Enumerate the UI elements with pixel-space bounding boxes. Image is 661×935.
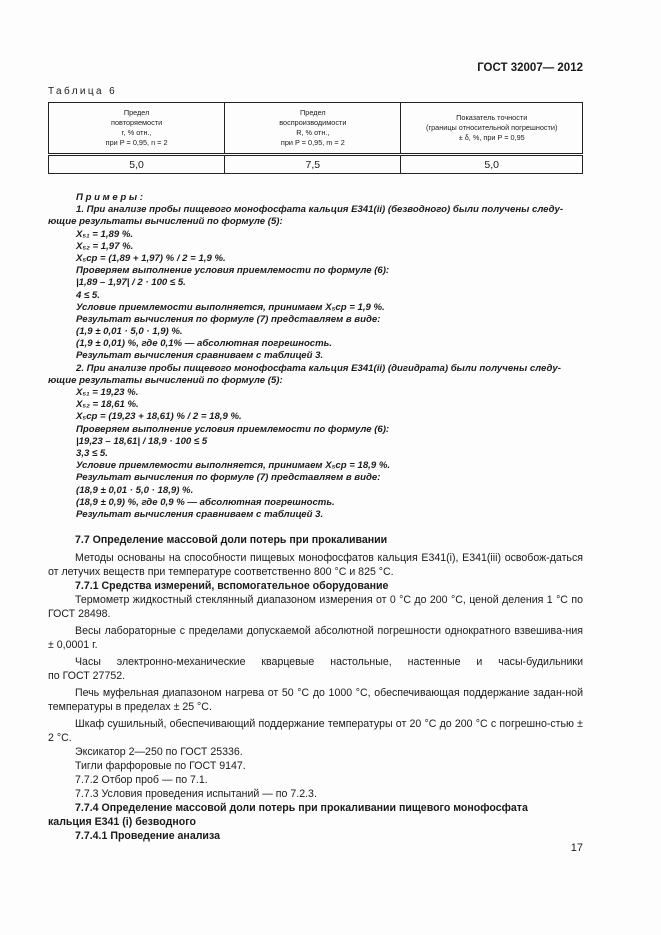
table-cell: 5,0 bbox=[401, 155, 583, 174]
example-text: Результат вычисления сравниваем с таблицей 3. bbox=[76, 350, 324, 362]
example-text: 2. При анализе пробы пищевого монофосфата кальция Е341(ii) (дигидрата) были получены следу- bbox=[76, 362, 561, 374]
paragraph: Шкаф сушильный, обеспечивающий поддержание температуры от 20 °C до 200 °C с погрешно-стью ± 2 °C. bbox=[48, 718, 583, 744]
example-formula: X₅₁ = 19,23 %. bbox=[76, 387, 139, 398]
example-text: Условие приемлемости выполняется, принимаем X₅ср = 18,9 %. bbox=[76, 460, 391, 472]
example-formula: 3,3 ≤ 5. bbox=[76, 447, 108, 459]
examples-heading: П р и м е р ы : bbox=[76, 192, 143, 203]
example-formula: 4 ≤ 5. bbox=[76, 289, 100, 301]
table-cell: 5,0 bbox=[49, 155, 225, 174]
example-formula: (1,9 ± 0,01) %, где 0,1% — абсолютная погрешность. bbox=[76, 338, 333, 350]
example-text: Результат вычисления по формуле (7) представляем в виде: bbox=[76, 472, 381, 484]
example-text: ющие результаты вычислений по формуле (5): bbox=[48, 216, 283, 228]
paragraph: Методы основаны на способности пищевых монофосфатов кальция Е341(i), Е341(iii) освобож-даться от летучих веществ при температуре соответственно 800 °C и 825 °C. bbox=[48, 552, 583, 578]
table-header-row bbox=[49, 103, 583, 155]
subsection-heading: 7.7.4.1 Проведение анализа bbox=[75, 830, 220, 842]
paragraph: 7.7.3 Условия проведения испытаний — по 7.2.3. bbox=[75, 788, 317, 800]
paragraph: Весы лабораторные с пределами допускаемой абсолютной погрешности однократного взвешива-ния ± 0,0001 г. bbox=[48, 625, 583, 651]
example-formula: (1,9 ± 0,01 · 5,0 · 1,9) %. bbox=[76, 326, 183, 338]
table-cell: 7,5 bbox=[225, 155, 401, 174]
paragraph: Термометр жидкостный стеклянный диапазоном измерения от 0 °C до 200 °C, ценой деления 1 °C по ГОСТ 28498. bbox=[48, 594, 583, 620]
column-header-accuracy: Показатель точности (границы относительной погрешности) ± δ, %, при P = 0,95 bbox=[401, 103, 583, 155]
example-text: Проверяем выполнение условия приемлемости по формуле (6): bbox=[76, 423, 390, 435]
example-formula: X₅ср = (1,89 + 1,97) % / 2 = 1,9 %. bbox=[76, 252, 226, 264]
example-text: Результат вычисления сравниваем с таблицей 3. bbox=[76, 508, 324, 520]
example-text: ющие результаты вычислений по формуле (5): bbox=[48, 374, 283, 386]
page-number: 17 bbox=[570, 842, 583, 854]
example-text: Условие приемлемости выполняется, принимаем X₅ср = 1,9 %. bbox=[76, 301, 385, 313]
example-formula: X₅ср = (19,23 + 18,61) % / 2 = 18,9 %. bbox=[76, 411, 242, 423]
example-text: Результат вычисления по формуле (7) представляем в виде: bbox=[76, 313, 381, 325]
paragraph: Тигли фарфоровые по ГОСТ 9147. bbox=[75, 760, 246, 772]
example-text: 1. При анализе пробы пищевого монофосфата кальция Е341(ii) (безводного) были получены следу- bbox=[76, 204, 564, 216]
example-formula: (18,9 ± 0,01 · 5,0 · 18,9) %. bbox=[76, 484, 194, 496]
subsection-heading: 7.7.4 Определение массовой доли потерь при прокаливании пищевого монофосфата bbox=[75, 802, 528, 814]
document-id: ГОСТ 32007— 2012 bbox=[477, 62, 583, 74]
section-7-7 bbox=[48, 533, 583, 843]
table-row bbox=[49, 155, 583, 174]
example-formula: X₅₂ = 18,61 %. bbox=[76, 399, 139, 411]
paragraph: Эксикатор 2—250 по ГОСТ 25336. bbox=[75, 746, 243, 758]
example-formula: (18,9 ± 0,9) %, где 0,9 % — абсолютная погрешность. bbox=[76, 496, 335, 508]
paragraph: 7.7.2 Отбор проб — по 7.1. bbox=[75, 774, 208, 786]
example-formula: X₅₁ = 1,89 %. bbox=[76, 228, 134, 240]
example-text: Проверяем выполнение условия приемлемости по формуле (6): bbox=[76, 265, 390, 277]
paragraph: Печь муфельная диапазоном нагрева от 50 °C до 1000 °C, обеспечивающая поддержание задан-ной температуры в пределах ± 25 °C. bbox=[48, 687, 583, 713]
paragraph-line: Часы электронно-механические кварцевые настольные, настенные и часы-будильники bbox=[75, 656, 583, 668]
example-formula: |1,89 – 1,97| / 2 · 100 ≤ 5. bbox=[76, 277, 186, 289]
section-heading: 7.7 Определение массовой доли потерь при прокаливании bbox=[75, 534, 388, 546]
table-6 bbox=[48, 102, 583, 174]
subsection-heading: 7.7.1 Средства измерений, вспомогательное оборудование bbox=[75, 580, 389, 592]
examples-block bbox=[48, 192, 593, 521]
subsection-heading-cont: кальция Е341 (i) безводного bbox=[48, 816, 196, 828]
example-formula: |19,23 – 18,61| / 18,9 · 100 ≤ 5 bbox=[76, 435, 208, 447]
example-formula: X₅₂ = 1,97 %. bbox=[76, 240, 134, 252]
table-caption: Таблица 6 bbox=[48, 86, 118, 97]
paragraph: по ГОСТ 27752. bbox=[48, 670, 126, 682]
column-header-repeatability: Предел повторяемости r, % отн., при P = 0,95, n = 2 bbox=[49, 103, 225, 155]
column-header-reproducibility: Предел воспроизводимости R, % отн., при P = 0,95, m = 2 bbox=[225, 103, 401, 155]
